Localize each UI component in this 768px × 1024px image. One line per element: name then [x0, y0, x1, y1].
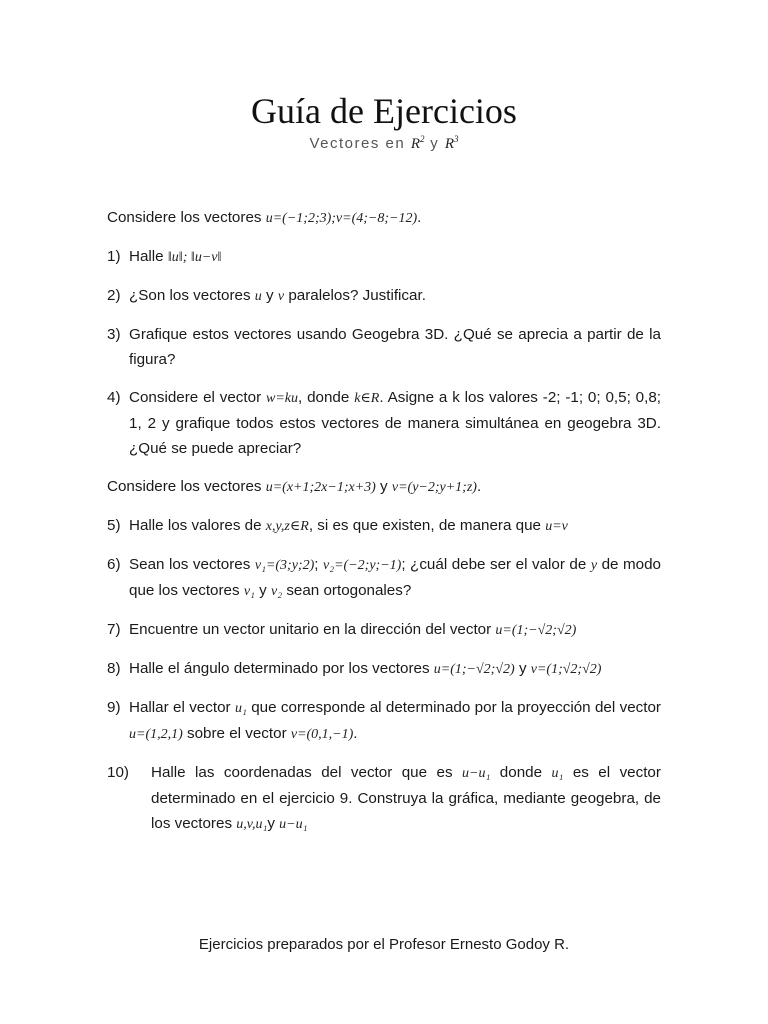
exercise-number: 2) [107, 287, 121, 304]
math-expression: u=(x+1;2x−1;x+3) [265, 480, 376, 495]
math-expression: u=(1;−√2;√2) [495, 623, 577, 638]
math-expression: u₁ [551, 766, 564, 781]
math-expression: y [590, 558, 598, 573]
math-expression: v₁=(3;y;2) [254, 558, 315, 573]
math-expression: u,v,u₁ [236, 817, 268, 832]
exercise-4: 4) Considere el vector w=ku, donde k∈R. Asigne a k los valores -2; -1; 0; 0,5; 0,8; 1, 2 y grafique todos estos vectores de manera simultánea en geogebra 3D. ¿Qué se puede apreciar? [107, 385, 661, 461]
intro-paragraph-2: Considere los vectores u=(x+1;2x−1;x+3) y v=(y−2;y+1;z). [107, 478, 482, 495]
math-expression: v=(0,1,−1) [290, 727, 354, 742]
page-title: Guía de Ejercicios [251, 91, 517, 131]
subtitle-text: Vectores en [309, 135, 406, 152]
math-expression: ‖u‖; ‖u−v‖ [167, 250, 222, 265]
math-expression: u=(1,2,1) [129, 727, 183, 742]
exercise-number: 8) [107, 660, 121, 677]
math-expression: v [277, 289, 285, 304]
math-expression: v₂=(−2;y;−1) [323, 558, 402, 573]
math-expression: w=ku [266, 391, 299, 406]
math-expression: v₂ [270, 584, 283, 599]
exercise-2: 2) ¿Son los vectores u y v paralelos? Justificar. [107, 283, 661, 309]
math-expression: v=(y−2;y+1;z) [391, 480, 477, 495]
exercise-number: 3) [107, 326, 121, 343]
exercise-number: 5) [107, 517, 121, 534]
exercise-7: 7) Encuentre un vector unitario en la dirección del vector u=(1;−√2;√2) [107, 617, 661, 643]
page-subtitle [0, 134, 768, 153]
exercise-number: 6) [107, 556, 121, 573]
math-expression: v₁ [243, 584, 255, 599]
math-expression: k∈R [354, 391, 380, 406]
exercise-5: 5) Halle los valores de x,y,z∈R, si es que existen, de manera que u=v [107, 513, 661, 539]
exercise-3: 3) Grafique estos vectores usando Geogebra 3D. ¿Qué se aprecia a partir de la figura? [107, 322, 661, 372]
exercise-8: 8) Halle el ángulo determinado por los vectores u=(1;−√2;√2) y v=(1;√2;√2) [107, 656, 661, 682]
subtitle-conjunction: y [430, 135, 440, 152]
exercise-number: 9) [107, 699, 121, 716]
exercise-number: 1) [107, 248, 121, 265]
math-expression: u [254, 289, 262, 304]
exercise-number: 4) [107, 389, 121, 406]
exercise-6: 6) Sean los vectores v₁=(3;y;2); v₂=(−2;y;−1); ¿cuál debe ser el valor de y de modo que los vectores v₁ y v₂ sean ortogonales? [107, 552, 661, 604]
exercise-number: 10) [107, 764, 129, 781]
math-expression: u−u₁ [462, 766, 491, 781]
subtitle-math-r3: $R^3$ [444, 134, 459, 152]
math-expression: u−u₁ [279, 817, 308, 832]
exercise-number: 7) [107, 621, 121, 638]
math-expression: x,y,z∈R [265, 519, 309, 534]
math-expression: v=(1;√2;√2) [530, 662, 602, 677]
exercise-10: 10) Halle las coordenadas del vector que es u−u₁ donde u₁ es el vector determinado en el ejercicio 9. Construya la gráfica, mediante geogebra, de los vectores u,v,u₁y u−u₁ [107, 760, 661, 837]
math-expression: u=(1;−√2;√2) [433, 662, 515, 677]
math-expression: u=v [545, 519, 568, 534]
intro-paragraph-1: Considere los vectores u=(−1;2;3);v=(4;−8;−12). [107, 209, 422, 226]
exercise-list [107, 205, 661, 850]
exercise-9: 9) Hallar el vector u₁ que corresponde al determinado por la proyección del vector u=(1,2,1) sobre el vector v=(0,1,−1). [107, 695, 661, 747]
math-expression: u₁ [234, 701, 247, 716]
exercise-1: 1) Halle ‖u‖; ‖u−v‖ [107, 244, 661, 270]
math-expression: u=(−1;2;3);v=(4;−8;−12) [265, 211, 418, 226]
page-footer: Ejercicios preparados por el Profesor Ernesto Godoy R. [198, 936, 570, 953]
subtitle-math-r: $R^2$ [410, 134, 425, 152]
